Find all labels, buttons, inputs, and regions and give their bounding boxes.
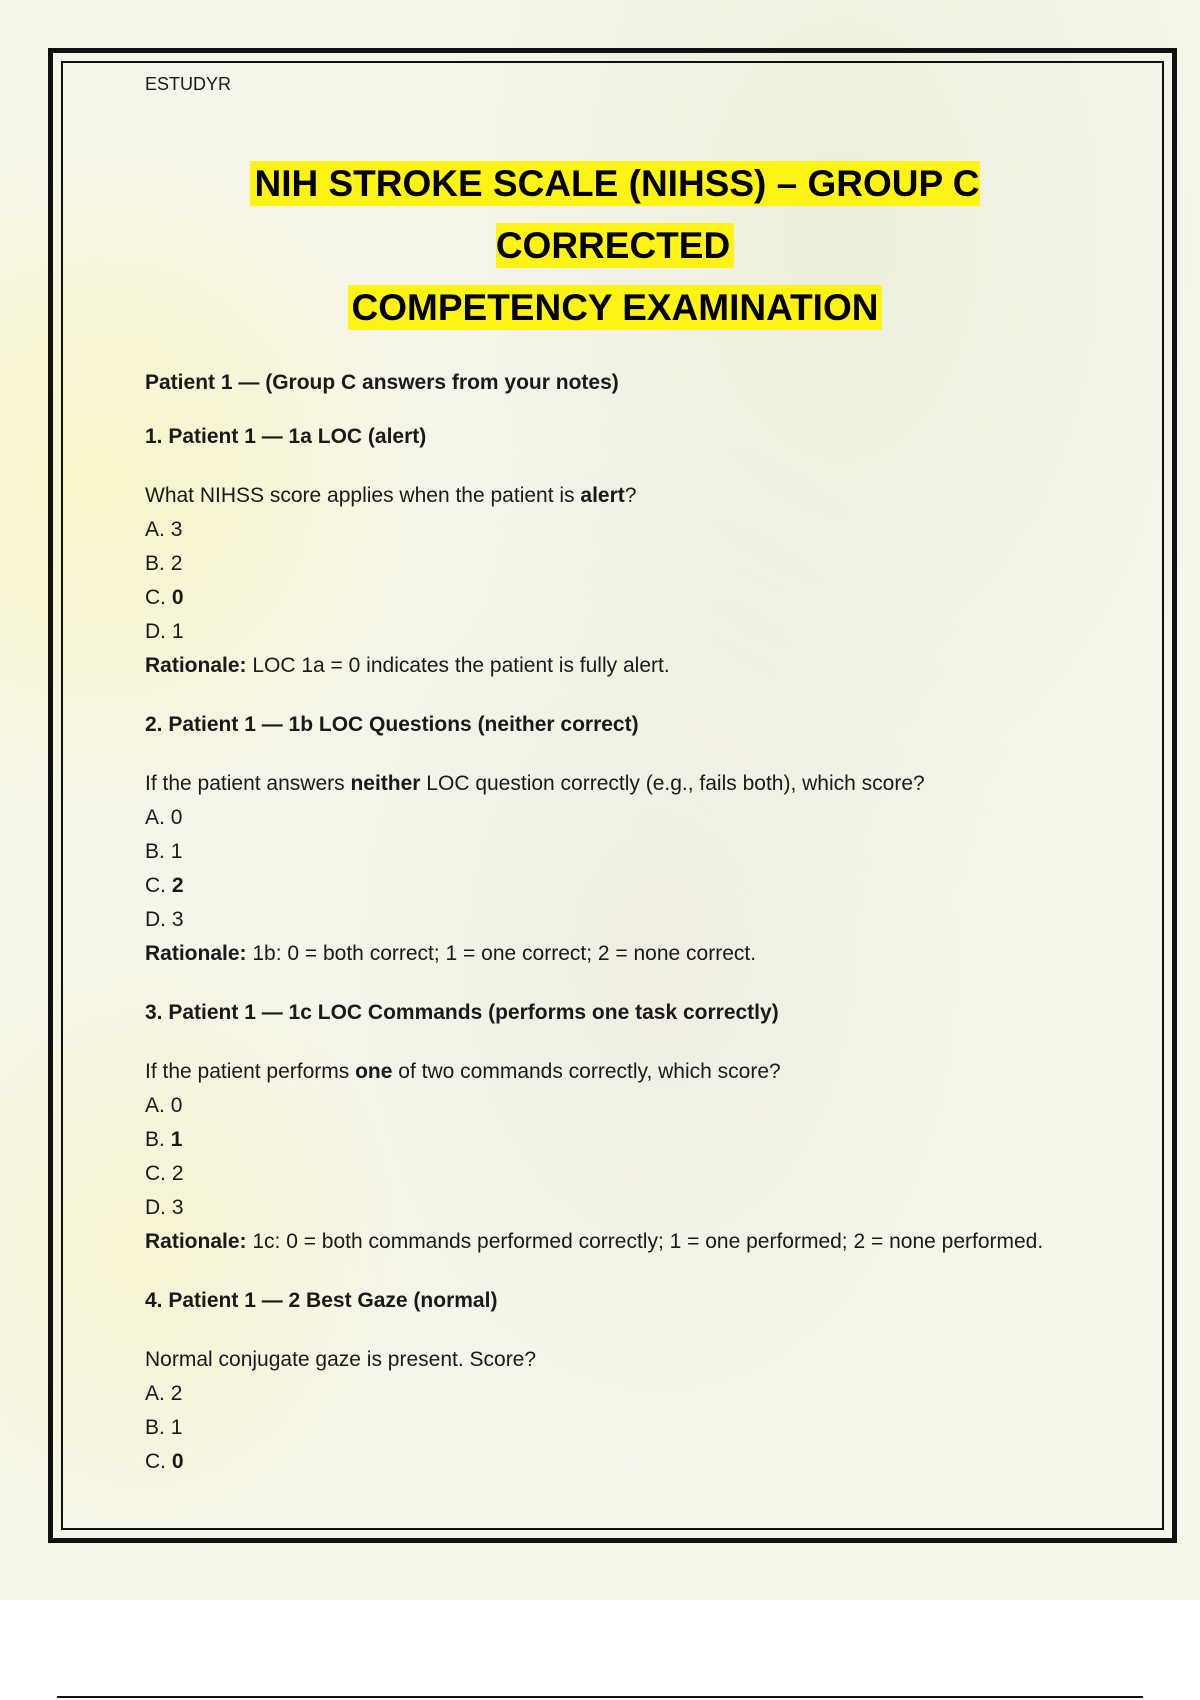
answer-option-value: 1	[171, 620, 184, 643]
answer-option-value-correct: 0	[171, 1450, 184, 1473]
question-block	[145, 1289, 1095, 1479]
answer-option-letter: C.	[145, 1162, 172, 1185]
question-block	[145, 1001, 1095, 1259]
page-title	[135, 153, 1095, 339]
question-stem-emphasis: one	[355, 1060, 393, 1083]
title-line-1: NIH STROKE SCALE (NIHSS) – GROUP C CORRECTED	[250, 161, 979, 268]
section-heading: Patient 1 — (Group C answers from your notes)	[145, 371, 619, 394]
rationale-label: Rationale:	[145, 654, 247, 677]
question-heading: 3. Patient 1 — 1c LOC Commands (performs one task correctly)	[145, 1001, 779, 1024]
answer-option	[145, 547, 1095, 581]
answer-option	[145, 615, 1095, 649]
question-stem-text: of two commands correctly, which score?	[392, 1060, 781, 1083]
answer-option	[145, 903, 1095, 937]
answer-option	[145, 1157, 1095, 1191]
question-block	[145, 425, 1095, 683]
answer-option-value: 3	[171, 908, 184, 931]
question-stem-text: Normal conjugate gaze is present. Score?	[145, 1348, 537, 1371]
answer-option-value: 2	[170, 552, 183, 575]
answer-option-value: 2	[170, 1382, 183, 1405]
answer-option-value: 0	[170, 806, 183, 829]
answer-option-letter: B.	[145, 552, 171, 575]
answer-option	[145, 869, 1095, 903]
question-stem	[145, 479, 1095, 513]
title-line-2: COMPETENCY EXAMINATION	[348, 285, 883, 330]
answer-option-value: 1	[170, 1416, 183, 1439]
answer-option	[145, 1445, 1095, 1479]
question-stem-text: If the patient performs	[145, 1060, 356, 1083]
answer-option-letter: A.	[145, 1094, 171, 1117]
rationale-label: Rationale:	[145, 1230, 247, 1253]
answer-option-value: 1	[170, 840, 183, 863]
answer-option-value-correct: 0	[171, 586, 184, 609]
answer-option-letter: C.	[145, 586, 172, 609]
answer-option-value: 3	[171, 1196, 184, 1219]
answer-option	[145, 513, 1095, 547]
rationale	[145, 649, 1095, 683]
question-stem	[145, 1343, 1095, 1377]
answer-option-letter: B.	[145, 1128, 171, 1151]
question-heading: 1. Patient 1 — 1a LOC (alert)	[145, 425, 427, 448]
answer-option-letter: B.	[145, 840, 171, 863]
answer-option-letter: C.	[145, 1450, 172, 1473]
document-content	[145, 74, 1095, 1479]
question-stem-text: If the patient answers	[145, 772, 351, 795]
answer-option	[145, 1377, 1095, 1411]
answer-option-letter: B.	[145, 1416, 171, 1439]
answer-option-letter: A.	[145, 1382, 171, 1405]
answer-option-value-correct: 1	[170, 1128, 183, 1151]
answer-option	[145, 1411, 1095, 1445]
question-stem-emphasis: alert	[580, 484, 625, 507]
brand-label: ESTUDYR	[145, 74, 232, 94]
answer-option-letter: C.	[145, 874, 172, 897]
answer-option-letter: D.	[145, 908, 172, 931]
question-heading: 2. Patient 1 — 1b LOC Questions (neither correct)	[145, 713, 639, 736]
question-stem-text: LOC question correctly (e.g., fails both), which score?	[420, 772, 925, 795]
question-stem-emphasis: neither	[350, 772, 421, 795]
answer-option	[145, 1089, 1095, 1123]
question-stem	[145, 767, 1095, 801]
rationale-text: 1c: 0 = both commands performed correctly; 1 = one performed; 2 = none performed.	[246, 1230, 1044, 1253]
answer-option	[145, 801, 1095, 835]
answer-option	[145, 1191, 1095, 1225]
footer-divider	[57, 1696, 1143, 1698]
question-block	[145, 713, 1095, 971]
question-heading: 4. Patient 1 — 2 Best Gaze (normal)	[145, 1289, 498, 1312]
answer-option	[145, 835, 1095, 869]
rationale	[145, 937, 1095, 971]
answer-option	[145, 1123, 1095, 1157]
answer-option-letter: A.	[145, 806, 171, 829]
rationale-text: 1b: 0 = both correct; 1 = one correct; 2 = none correct.	[246, 942, 757, 965]
rationale-text: LOC 1a = 0 indicates the patient is fully alert.	[246, 654, 670, 677]
answer-option-letter: D.	[145, 1196, 172, 1219]
question-stem-text: ?	[624, 484, 637, 507]
rationale-label: Rationale:	[145, 942, 247, 965]
answer-option-value-correct: 2	[171, 874, 184, 897]
answer-option	[145, 581, 1095, 615]
answer-option-letter: D.	[145, 620, 172, 643]
answer-option-value: 2	[171, 1162, 184, 1185]
answer-option-value: 0	[170, 1094, 183, 1117]
rationale	[145, 1225, 1095, 1259]
answer-option-value: 3	[170, 518, 183, 541]
question-stem-text: What NIHSS score applies when the patient is	[145, 484, 581, 507]
question-list	[145, 425, 1095, 1479]
question-stem	[145, 1055, 1095, 1089]
answer-option-letter: A.	[145, 518, 171, 541]
